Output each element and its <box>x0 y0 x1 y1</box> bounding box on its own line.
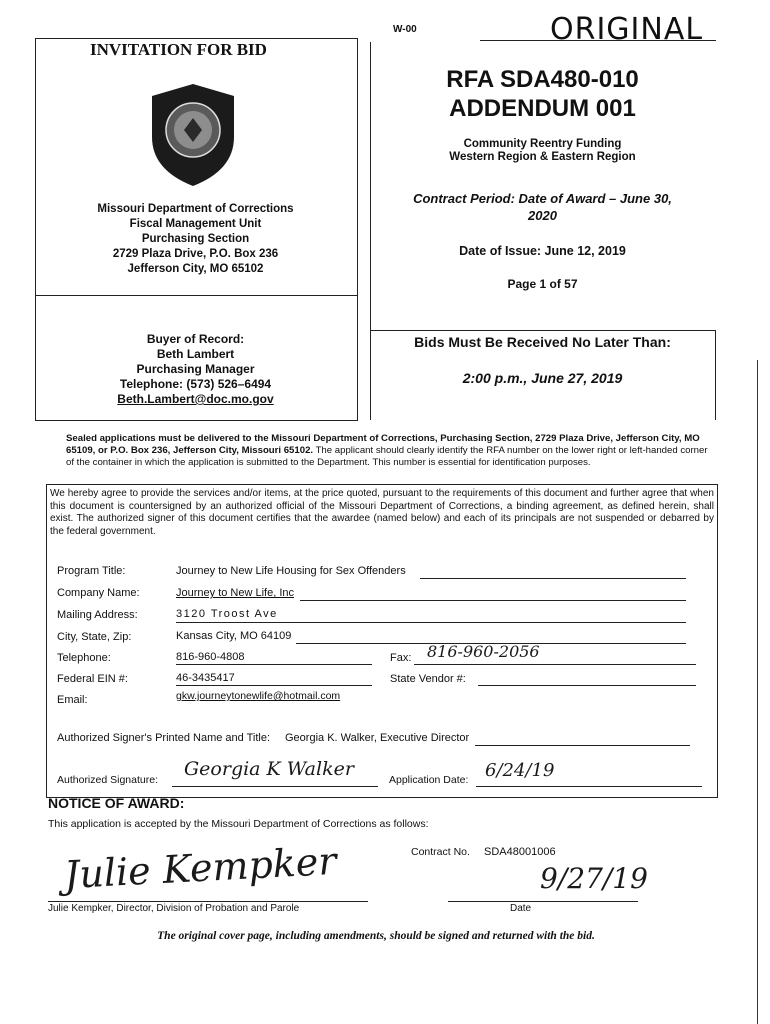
form-code: W-00 <box>393 24 417 35</box>
addendum: ADDENDUM 001 <box>449 95 636 122</box>
footer-note: The original cover page, including amendments, should be signed and returned with the bid. <box>157 930 595 942</box>
mailing-address-label: Mailing Address: <box>57 609 138 621</box>
signature-label: Authorized Signature: <box>57 774 158 786</box>
signer-label: Authorized Signer's Printed Name and Title: <box>57 732 271 744</box>
funding-line2: Western Region & Eastern Region <box>449 151 636 163</box>
funding <box>370 138 715 164</box>
agency-address1: 2729 Plaza Drive, P.O. Box 236 <box>112 248 279 260</box>
program-title-label: Program Title: <box>57 565 126 577</box>
contract-period <box>370 190 715 224</box>
contract-no-value[interactable]: SDA48001006 <box>484 846 556 858</box>
agency-unit: Fiscal Management Unit <box>129 218 262 230</box>
contract-period-line2: 2020 <box>528 208 557 223</box>
rfa-number: RFA SDA480-010 <box>446 66 639 93</box>
buyer-email[interactable]: Beth.Lambert@doc.mo.gov <box>117 392 274 406</box>
program-title-value[interactable]: Journey to New Life Housing for Sex Offenders <box>176 565 406 577</box>
agency-seal <box>148 82 238 188</box>
date-of-issue: Date of Issue: June 12, 2019 <box>459 244 626 258</box>
agency-address-block <box>35 202 356 277</box>
director-caption: Julie Kempker, Director, Division of Probation and Parole <box>48 903 300 914</box>
city-label: City, State, Zip: <box>57 631 132 643</box>
award-date-handwritten: 9/27/19 <box>540 862 648 895</box>
telephone-label: Telephone: <box>57 652 111 664</box>
award-accepted-text: This application is accepted by the Missouri Department of Corrections as follows: <box>48 818 429 830</box>
signer-value[interactable]: Georgia K. Walker, Executive Director <box>285 732 470 744</box>
delivery-instructions-bold: Sealed applications must be delivered to the Missouri Department of Corrections, Purchasing Section, 2729 Plaza Drive, Jefferson City, MO 65109, or P.O. Box 236, Jefferson City, Missouri 65102. <box>66 433 700 456</box>
ein-value[interactable]: 46-3435417 <box>176 672 235 684</box>
telephone-value[interactable]: 816-960-4808 <box>176 651 245 663</box>
page-info: Page 1 of 57 <box>507 277 578 291</box>
deadline-label: Bids Must Be Received No Later Than: <box>414 334 671 350</box>
mailing-address-value[interactable]: 3120 Troost Ave <box>176 608 278 620</box>
agency-address2: Jefferson City, MO 65102 <box>127 263 264 275</box>
buyer-title: Purchasing Manager <box>136 362 255 376</box>
fax-label: Fax: <box>390 652 412 664</box>
app-date-value[interactable]: 6/24/19 <box>485 760 555 781</box>
company-name-value[interactable]: Journey to New Life, Inc <box>176 587 295 599</box>
buyer-label: Buyer of Record: <box>146 332 245 346</box>
city-value[interactable]: Kansas City, MO 64109 <box>176 630 292 642</box>
deadline-value: 2:00 p.m., June 27, 2019 <box>462 370 623 386</box>
buyer-block <box>35 332 356 407</box>
agency-name: Missouri Department of Corrections <box>97 203 294 215</box>
agreement-text: We hereby agree to provide the services and/or items, at the price quoted, pursuant to the requirements of this document and further agree that when this document is countersigned by an authorized official of the Missouri Department of Corrections, a binding agreement, as defined herein, shall exist. The authorized signer of this document certifies that the awardee (named below) and each of its principals are not suspended or debarred by the federal government. <box>50 488 714 537</box>
date-caption: Date <box>510 903 532 914</box>
funding-line1: Community Reentry Funding <box>463 138 622 150</box>
contract-no-label: Contract No. <box>411 846 470 858</box>
app-date-label: Application Date: <box>389 774 469 786</box>
ein-label: Federal EIN #: <box>57 673 128 685</box>
fax-value[interactable]: 816-960-2056 <box>427 642 540 661</box>
delivery-instructions <box>66 433 714 469</box>
agency-section: Purchasing Section <box>141 233 250 245</box>
state-vendor-label: State Vendor #: <box>390 673 466 685</box>
applicant-signature[interactable]: Georgia K Walker <box>184 758 354 780</box>
invitation-title: INVITATION FOR BID <box>90 40 267 59</box>
director-signature: Julie Kempker <box>63 838 338 898</box>
company-name-label: Company Name: <box>57 587 140 599</box>
contract-period-line1: Contract Period: Date of Award – June 30, <box>413 191 672 206</box>
delivery-instructions-normal: The applicant should clearly identify the RFA number on the lower right or left-handed corner of the container in which the application is submitted to the Department. This number is essential for identification purposes. <box>66 445 708 468</box>
buyer-name: Beth Lambert <box>156 347 235 361</box>
email-value[interactable]: gkw.journeytonewlife@hotmail.com <box>176 690 341 702</box>
original-stamp: ORIGINAL <box>550 12 704 47</box>
email-label: Email: <box>57 694 88 706</box>
award-heading: NOTICE OF AWARD: <box>48 795 185 811</box>
buyer-telephone: Telephone: (573) 526–6494 <box>119 377 272 391</box>
